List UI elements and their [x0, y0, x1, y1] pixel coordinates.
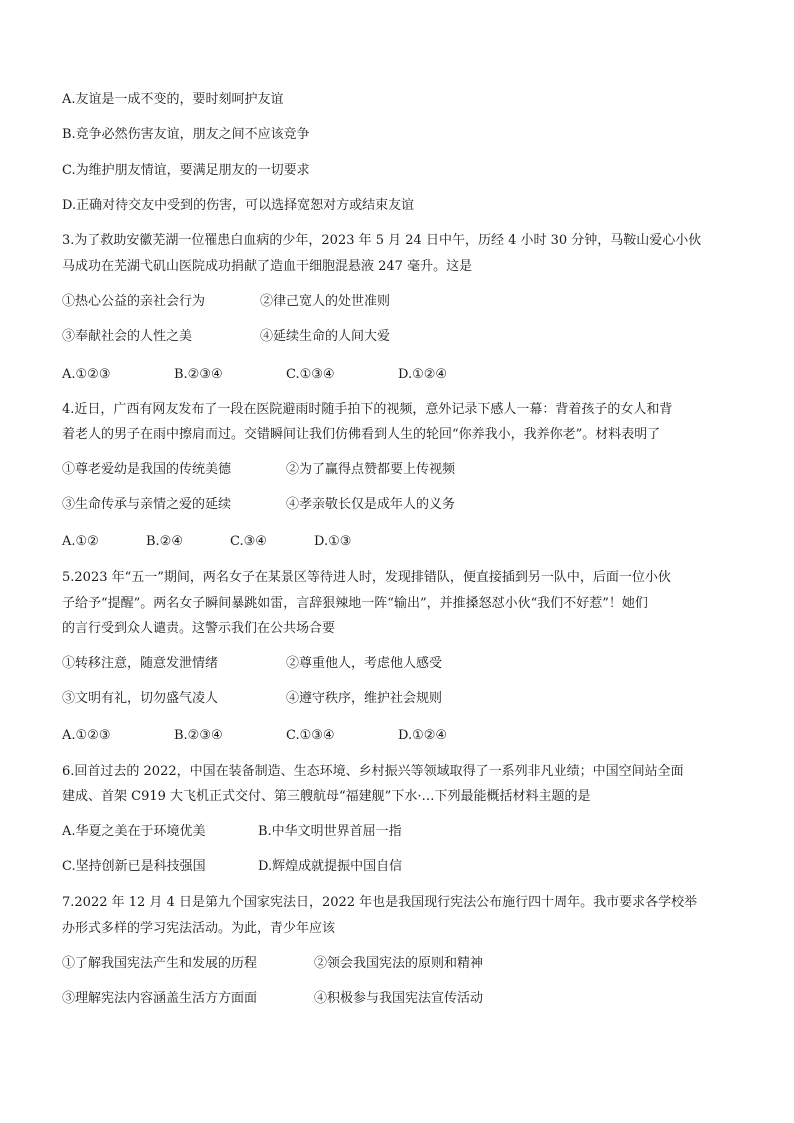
q7-item-3: ③理解宪法内容涵盖生活方方面面 — [62, 991, 258, 1006]
q5-item-1: ①转移注意，随意发泄情绪 — [62, 656, 219, 671]
q4-item-4: ④孝亲敬长仅是成年人的义务 — [286, 497, 456, 512]
q6-choice-d: D.辉煌成就提振中国自信 — [258, 859, 403, 874]
q5-item-3: ③文明有礼，切勿盛气凌人 — [62, 691, 219, 706]
q2-option-a: A.友谊是一成不变的，要时刻呵护友谊 — [62, 92, 284, 107]
q3-stem-line2: 马成功在芜湖弋矶山医院成功捐献了造血干细胞混悬液 247 毫升。这是 — [62, 259, 473, 274]
q5-stem-line1: 5.2023 年“五一”期间，两名女子在某景区等待进人时，发现排错队，便直接插到另一队中，后面一位小伙 — [62, 570, 671, 585]
q5-choice-c: C.①③④ — [286, 728, 335, 743]
q3-item-3: ③奉献社会的人性之美 — [62, 329, 193, 344]
q4-item-3: ③生命传承与亲情之爱的延续 — [62, 497, 232, 512]
q4-stem-line2: 着老人的男子在雨中擦肩而过。交错瞬间让我们仿佛看到人生的轮回“你养我小，我养你老”。材料表明了 — [62, 427, 661, 442]
q6-choice-a: A.华夏之美在于环境优美 — [62, 824, 206, 839]
q4-choice-b: B.②④ — [146, 534, 183, 549]
q4-choice-a: A.①② — [62, 534, 99, 549]
q5-choice-b: B.②③④ — [174, 728, 223, 743]
q4-choice-c: C.③④ — [230, 534, 267, 549]
q3-stem-line1: 3.为了救助安徽芜湖一位罹患白血病的少年，2023 年 5 月 24 日中午，历经 4 小时 30 分钟，马鞍山爱心小伙 — [62, 233, 702, 248]
q6-stem-line1: 6.回首过去的 2022，中国在装备制造、生态环境、乡村振兴等领域取得了一系列非凡业绩；中国空间站全面 — [62, 764, 684, 779]
q3-item-4: ④延续生命的人间大爱 — [260, 329, 391, 344]
q5-stem-line2: 子给予“提醒”。两名女子瞬间暴跳如雷，言辞狠辣地一阵“输出”，并推搡怒怼小伙“我们不好惹”！她们 — [62, 596, 648, 611]
q3-item-1: ①热心公益的亲社会行为 — [62, 294, 206, 309]
q5-item-4: ④遵守秩序，维护社会规则 — [286, 691, 443, 706]
q7-item-4: ④积极参与我国宪法宣传活动 — [314, 991, 484, 1006]
q3-choice-d: D.①②④ — [398, 367, 448, 382]
q6-choice-c: C.坚持创新已是科技强国 — [62, 859, 206, 874]
q3-choice-b: B.②③④ — [174, 367, 223, 382]
q4-item-1: ①尊老爱幼是我国的传统美德 — [62, 462, 232, 477]
q2-option-d: D.正确对待交友中受到的伤害，可以选择宽恕对方或结束友谊 — [62, 198, 415, 213]
q5-item-2: ②尊重他人，考虑他人感受 — [286, 656, 443, 671]
q5-stem-line3: 的言行受到众人谴责。这警示我们在公共场合要 — [62, 621, 336, 636]
q4-choice-d: D.①③ — [314, 534, 352, 549]
q2-option-b: B.竞争必然伤害友谊，朋友之间不应该竞争 — [62, 127, 310, 142]
q5-choice-a: A.①②③ — [62, 728, 111, 743]
q6-choice-b: B.中华文明世界首屈一指 — [258, 824, 402, 839]
q7-stem-line1: 7.2022 年 12 月 4 日是第九个国家宪法日，2022 年也是我国现行宪法公布施行四十周年。我市要求各学校举 — [62, 895, 698, 910]
q4-stem-line1: 4.近日，广西有网友发布了一段在医院避雨时随手拍下的视频，意外记录下感人一幕：背着孩子的女人和背 — [62, 402, 673, 417]
q7-stem-line2: 办形式多样的学习宪法活动。为此，青少年应该 — [62, 921, 336, 936]
q7-item-2: ②领会我国宪法的原则和精神 — [314, 956, 484, 971]
q3-choice-c: C.①③④ — [286, 367, 335, 382]
q5-choice-d: D.①②④ — [398, 728, 448, 743]
q4-item-2: ②为了赢得点赞都要上传视频 — [286, 462, 456, 477]
q2-option-c: C.为维护朋友情谊，要满足朋友的一切要求 — [62, 163, 310, 178]
q6-stem-line2: 建成、首架 C919 大飞机正式交付、第三艘航母“福建舰”下水·…下列最能概括材料主题的是 — [62, 789, 591, 804]
q7-item-1: ①了解我国宪法产生和发展的历程 — [62, 956, 258, 971]
q3-choice-a: A.①②③ — [62, 367, 111, 382]
q3-item-2: ②律己宽人的处世准则 — [260, 294, 391, 309]
